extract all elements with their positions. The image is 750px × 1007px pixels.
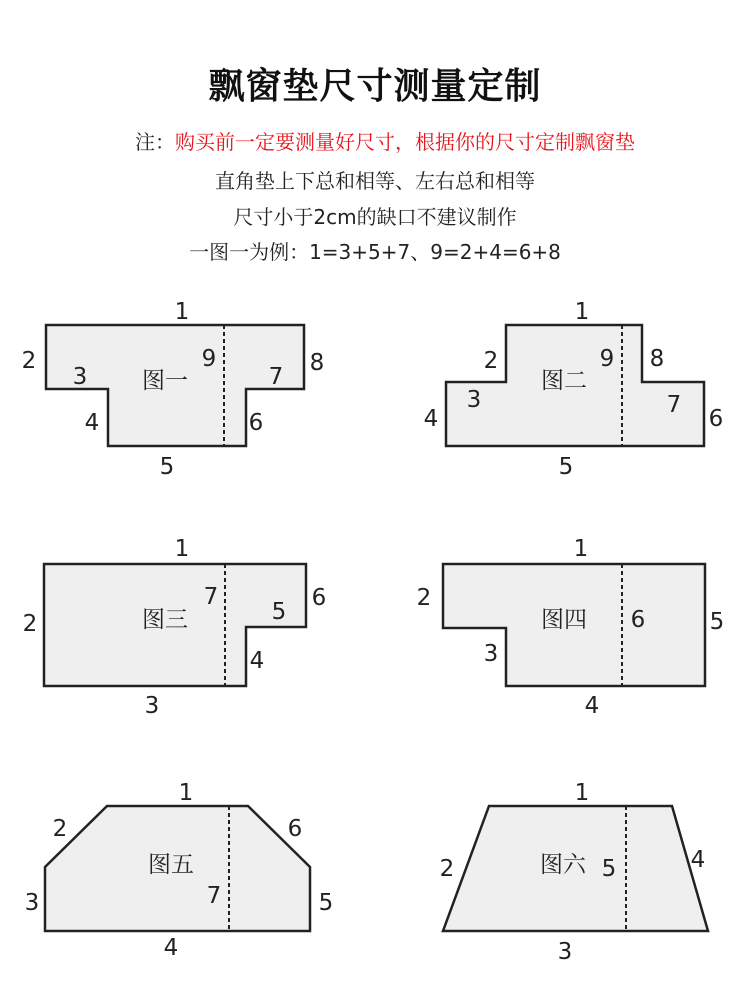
figure-6-label-2: 2 [439, 856, 455, 882]
figure-1-label-3: 3 [72, 364, 88, 390]
figure-6-name: 图六 [540, 852, 586, 878]
figure-1-label-2: 2 [21, 348, 37, 374]
figure-1-label-6: 6 [248, 410, 264, 436]
figure-2-label-8: 8 [649, 346, 665, 372]
figure-2-label-3: 3 [466, 387, 482, 413]
figure-4-label-4: 4 [584, 693, 600, 719]
figure-5-label-6: 6 [287, 816, 303, 842]
figure-2-label-7: 7 [666, 392, 682, 418]
figure-1-label-1: 1 [174, 299, 190, 325]
figure-3-label-3: 3 [144, 693, 160, 719]
figure-5-label-4: 4 [163, 935, 179, 961]
figure-2-label-5: 5 [558, 454, 574, 480]
figure-6-label-1: 1 [574, 780, 590, 806]
figure-6-label-4: 4 [690, 847, 706, 873]
figure-6 [440, 780, 708, 965]
figure-3-label-7: 7 [203, 584, 219, 610]
figure-1-label-9: 9 [201, 346, 217, 372]
figure-2 [424, 299, 724, 480]
figure-4-label-1: 1 [573, 536, 589, 562]
note-prefix: 注： [135, 130, 175, 154]
figure-4-name: 图四 [541, 607, 587, 633]
figure-4-label-6: 6 [630, 607, 646, 633]
rule-line-1: 直角垫上下总和相等、左右总和相等 [215, 169, 535, 193]
figure-1-label-4: 4 [84, 410, 100, 436]
figure-5-name: 图五 [148, 852, 194, 878]
figure-3-label-4: 4 [249, 648, 265, 674]
rule-line-3: 一图一为例：1=3+5+7、9=2+4=6+8 [189, 240, 561, 264]
figure-2-label-9: 9 [599, 346, 615, 372]
figure-1-name: 图一 [142, 368, 188, 394]
page-title: 飘窗垫尺寸测量定制 [208, 66, 542, 107]
figure-4 [417, 536, 725, 719]
figure-3 [23, 536, 327, 719]
figure-2-label-4: 4 [423, 406, 439, 432]
figure-1-label-8: 8 [309, 350, 325, 376]
figure-5-label-7: 7 [206, 883, 222, 909]
figure-6-label-5: 5 [601, 856, 617, 882]
note-text: 购买前一定要测量好尺寸，根据你的尺寸定制飘窗垫 [175, 130, 635, 154]
figure-5 [25, 780, 334, 961]
figure-5-label-5: 5 [318, 890, 334, 916]
figure-5-label-1: 1 [178, 780, 194, 806]
figure-6-label-3: 3 [557, 939, 573, 965]
figure-2-name: 图二 [541, 368, 587, 394]
figure-3-name: 图三 [142, 607, 188, 633]
figure-3-label-1: 1 [174, 536, 190, 562]
figure-2-label-6: 6 [708, 406, 724, 432]
figure-5-label-2: 2 [52, 816, 68, 842]
figure-5-label-3: 3 [24, 890, 40, 916]
figure-4-label-2: 2 [416, 585, 432, 611]
figure-1-label-7: 7 [268, 364, 284, 390]
figure-3-label-5: 5 [271, 599, 287, 625]
figure-2-label-2: 2 [483, 348, 499, 374]
figure-4-label-5: 5 [709, 609, 725, 635]
figure-3-label-2: 2 [22, 611, 38, 637]
rule-line-2: 尺寸小于2cm的缺口不建议制作 [233, 205, 517, 229]
figure-3-label-6: 6 [311, 585, 327, 611]
figure-1-label-5: 5 [159, 454, 175, 480]
figure-2-label-1: 1 [574, 299, 590, 325]
figure-4-label-3: 3 [483, 641, 499, 667]
figure-1 [22, 299, 325, 480]
